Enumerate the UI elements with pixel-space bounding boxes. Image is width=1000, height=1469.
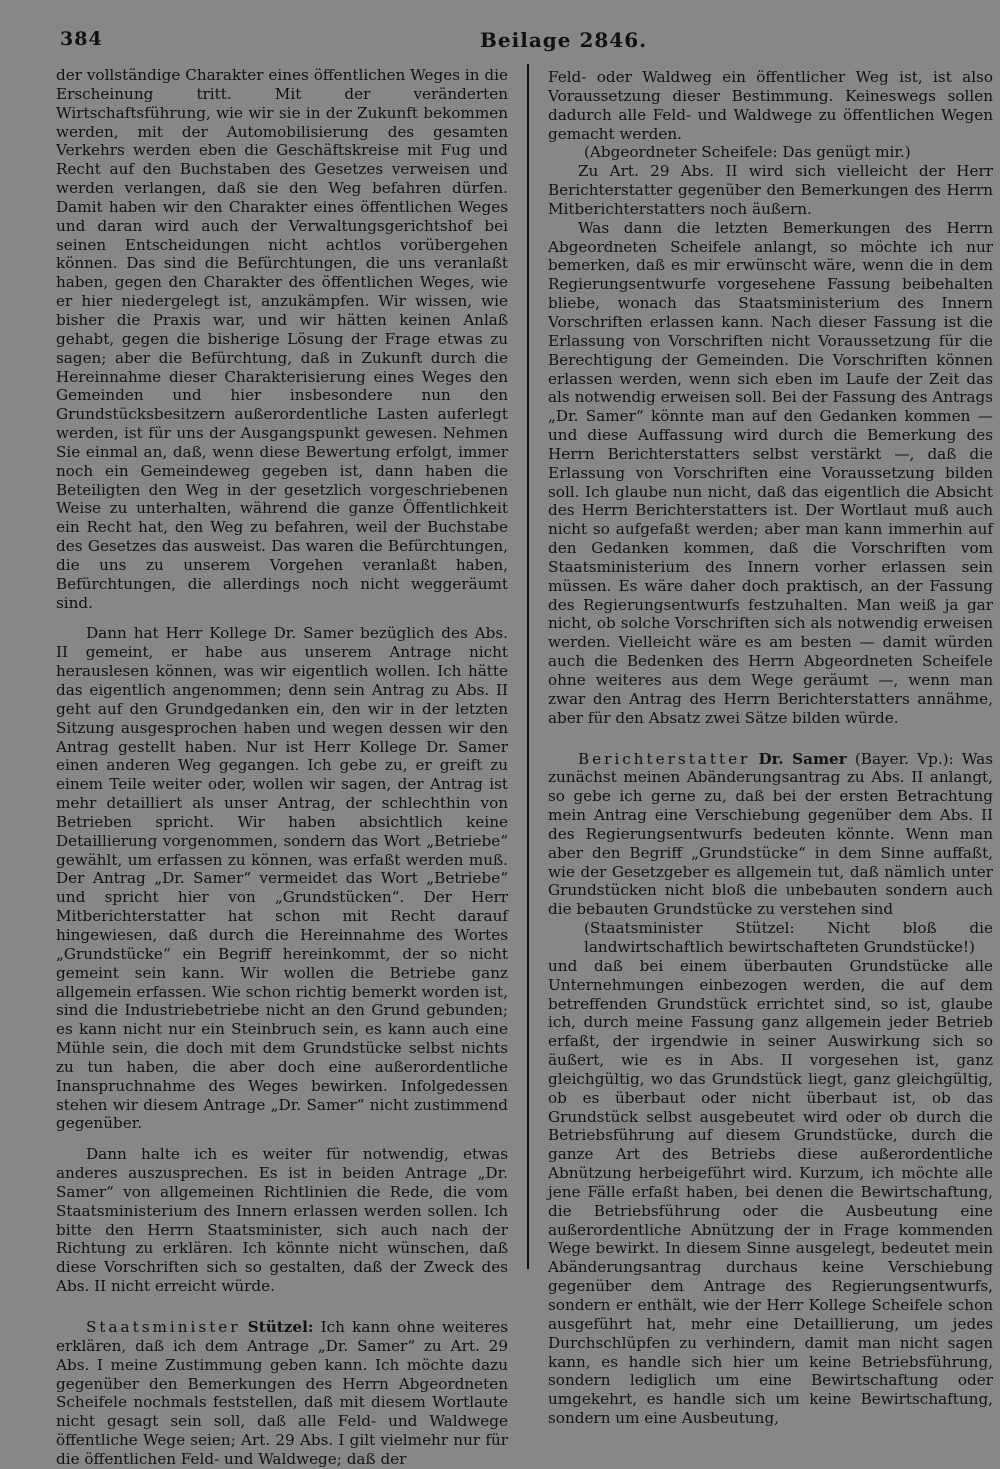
paragraph: der vollständige Charakter eines öffentlichen Weges in die Erscheinung tritt. Mit der veränderten Wirtschaftsführung, wie wir sie in der Zukunft bekommen werden, mit der Automobilisierung des gesamten Verkehrs werden eben die Geschäftskreise mit Fug und Recht auf den Buchstaben des Gesetzes verweisen und werden verlangen, daß sie den Weg befahren dürfen. Damit haben wir den Charakter eines öffentlichen Weges und daran wird auch der Verwaltungsgerichtshof bei seinen Entscheidungen nicht achtlos vorübergehen können. Das sind die Befürchtungen, die uns veranlaßt haben, gegen den Charakter des öffentlichen Weges, wie er hier niedergelegt ist, anzukämpfen. Wir wissen, wie bisher die Praxis war, und wir hätten keinen Anlaß gehabt, gegen die bisherige Lösung der Frage etwas zu sagen; aber die Befürchtung, daß in Zukunft durch die Hereinnahme dieser Charakterisierung eines Weges den Gemeinden und hier insbesondere nun den Grundstücksbesitzern außerordentliche Lasten auferlegt werden, ist für uns der Ausgangspunkt gewesen. Nehmen Sie einmal an, daß, wenn diese Bewertung erfolgt, immer noch ein Gemeindeweg gegeben ist, dann haben die Beteiligten den Weg in der gesetzlich vorgeschriebenen Weise zu unterhalten, während die ganze Öffentlichkeit ein Recht hat, den Weg zu befahren, weil der Buchstabe des Gesetzes das ausweist. Das waren die Befürchtungen, die uns zu unserem Vorgehen veranlaßt haben, Befürchtungen, die allerdings noch nicht weggeräumt sind.: [56, 66, 508, 612]
speaker-party: (Bayer. Vp.):: [854, 749, 954, 768]
speaker-role: Berichterstatter: [578, 749, 751, 768]
speaker-name: Stützel:: [247, 1318, 314, 1336]
speaker-name: Dr. Samer: [758, 749, 847, 768]
paragraph: Dann hat Herr Kollege Dr. Samer bezüglich des Abs. II gemeint, er habe aus unserem Antrage nicht herauslesen können, was wir eigentlich wollen. Ich hätte das eigentlich angenommen; denn sein Antrag zu Abs. II geht auf den Grundgedanken ein, den wir in der letzten Sitzung ausgesprochen haben und wegen dessen wir den Antrag gestellt haben. Nur ist Herr Kollege Dr. Samer einen anderen Weg gegangen. Ich gebe zu, er greift zu einem Teile weiter oder, wollen wir sagen, der Antrag ist mehr detailliert als unser Antrag, der schlechthin von Betrieben spricht. Wir haben absichtlich keine Detaillierung vorgenommen, sondern das Wort „Betriebe“ gewählt, um erfassen zu können, was erfaßt werden muß. Der Antrag „Dr. Samer“ vermeidet das Wort „Betriebe“ und spricht hier von „Grundstücken“. Der Herr Mitberichterstatter hat schon mit Recht darauf hingewiesen, daß durch die Hereinnahme des Wortes „Grundstücke“ ein Begriff hereinkommt, der so nicht gemeint sein kann. Wir wollen die Betriebe ganz allgemein erfassen. Wie schon richtig bemerkt worden ist, sind die Industriebetriebe nicht an den Grund gebunden; es kann nicht nur ein Steinbruch sein, es kann auch eine Mühle sein, die doch mit dem Grundstücke selbst nichts zu tun haben, die aber doch eine außerordentliche Inanspruchnahme des Weges bewirken. Infolgedessen stehen wir diesem Antrage „Dr. Samer“ nicht zustimmend gegenüber.: [56, 624, 508, 1133]
paragraph: Feld- oder Waldweg ein öffentlicher Weg ist, ist also Voraussetzung dieser Bestimmung. Keineswegs sollen dadurch alle Feld- und Waldwege zu öffentlichen Wegen gemacht werden.: [548, 68, 993, 143]
speech-text: Was zunächst meinen Abänderungsantrag zu Abs. II anlangt, so gebe ich gerne zu, daß bei der ersten Betrachtung mein Antrag eine Verschiebung gegenüber dem Abs. II des Regierungsentwurfs bedeuten könnte. Wenn man aber den Begriff „Grundstücke“ in dem Sinne auffaßt, wie der Gesetzgeber es allgemein tut, daß nämlich unter Grundstücken nicht bloß die unbebauten sondern auch die bebauten Grundstücke zu verstehen sind: [548, 749, 993, 919]
speech-paragraph: [548, 750, 993, 920]
speech-text: Ich kann ohne weiteres erklären, daß ich dem Antrage „Dr. Samer“ zu Art. 29 Abs. I meine Zustimmung geben kann. Ich möchte dazu gegenüber den Bemerkungen des Herrn Abgeordneten Scheifele nochmals feststellen, daß mit diesem Wortlaute nicht gesagt sein soll, daß alle Feld- und Waldwege öffentliche Wege seien; Art. 29 Abs. I gilt vielmehr nur für die öffentlichen Feld- und Waldwege; daß der: [56, 1318, 508, 1468]
interjection: (Staatsminister Stützel: Nicht bloß die landwirtschaftlich bewirtschafteten Grundstücke!): [584, 919, 993, 956]
page-title: Beilage 2846.: [480, 28, 648, 52]
paragraph: Zu Art. 29 Abs. II wird sich vielleicht der Herr Berichterstatter gegenüber den Bemerkungen des Herrn Mitberichterstatters noch äußern.: [548, 162, 993, 218]
paragraph: Was dann die letzten Bemerkungen des Herrn Abgeordneten Scheifele anlangt, so möchte ich nur bemerken, daß es mir erwünscht wäre, wenn die in dem Regierungsentwurfe vorgesehene Fassung beibehalten bliebe, wonach das Staatsministerium des Innern Vorschriften erlassen kann. Nach dieser Fassung ist die Erlassung von Vorschriften nicht Voraussetzung für die Berechtigung der Gemeinden. Die Vorschriften können erlassen werden, wenn sich eben im Laufe der Zeit das als notwendig erweisen soll. Bei der Fassung des Antrags „Dr. Samer“ könnte man auf den Gedanken kommen — und diese Auffassung wird durch die Bemerkung des Herrn Berichterstatters selbst verstärkt —, daß die Erlassung von Vorschriften eine Voraussetzung bilden soll. Ich glaube nun nicht, daß das eigentlich die Absicht des Herrn Berichterstatters ist. Der Wortlaut muß auch nicht so aufgefaßt werden; aber man kann immerhin auf den Gedanken kommen, daß die Vorschriften vom Staatsministerium des Innern vorher erlassen sein müssen. Es wäre daher doch praktisch, an der Fassung des Regierungsentwurfs festzuhalten. Man weiß ja gar nicht, ob solche Vorschriften sich als notwendig erweisen werden. Vielleicht wäre es am besten — damit würden auch die Bedenken des Herrn Abgeordneten Scheifele ohne weiteres aus dem Wege geräumt —, wenn man zwar den Antrag des Herrn Berichterstatters annähme, aber für den Absatz zwei Sätze bilden würde.: [548, 218, 993, 727]
column-divider: [527, 64, 529, 1269]
speech-paragraph: [56, 1318, 508, 1469]
paragraph: und daß bei einem überbauten Grundstücke alle Unternehmungen einbezogen werden, die auf dem betreffenden Grundstück errichtet sind, so ist, glaube ich, durch meine Fassung ganz allgemein jeder Betrieb erfaßt, der irgendwie in seiner Auswirkung sich so äußert, wie es in Abs. II vorgesehen ist, ganz gleichgültig, wo das Grundstück liegt, ganz gleichgültig, ob es überbaut oder nicht überbaut ist, ob das Grundstück selbst ausgebeutet wird oder ob durch die Betriebsführung auf diesem Grundstücke, durch die ganze Art des Betriebs diese außerordentliche Abnützung herbeigeführt wird. Kurzum, ich möchte alle jene Fälle erfaßt haben, bei denen die Bewirtschaftung, die Betriebsführung oder die Ausbeutung eine außerordentliche Abnützung der in Frage kommenden Wege bewirkt. In diesem Sinne ausgelegt, bedeutet mein Abänderungsantrag durchaus keine Verschiebung gegenüber dem Antrage des Regierungsentwurfs, sondern er enthält, wie der Herr Kollege Scheifele schon ausgeführt hat, mehr eine Detaillierung, um jedes Durchschlüpfen zu verhindern, damit man nicht sagen kann, es handle sich hier um keine Betriebsführung, sondern lediglich um eine Bewirtschaftung oder umgekehrt, es handle sich um keine Bewirtschaftung, sondern um eine Ausbeutung,: [548, 956, 993, 1428]
right-column: [548, 68, 993, 1428]
left-column: [56, 66, 508, 1469]
page-header: [0, 0, 1000, 62]
paragraph: Dann halte ich es weiter für notwendig, etwas anderes auszusprechen. Es ist in beiden Antrage „Dr. Samer“ von allgemeinen Richtlinien die Rede, die vom Staatsministerium des Innern erlassen werden sollen. Ich bitte den Herrn Staatsminister, sich auch nach der Richtung zu erklären. Ich könnte nicht wünschen, daß diese Vorschriften sich so gestalten, daß der Zweck des Abs. II nicht erreicht würde.: [56, 1145, 508, 1296]
speaker-role: Staatsminister: [86, 1318, 241, 1336]
page-number: 384: [60, 28, 103, 50]
interjection: (Abgeordneter Scheifele: Das genügt mir.): [584, 143, 911, 162]
